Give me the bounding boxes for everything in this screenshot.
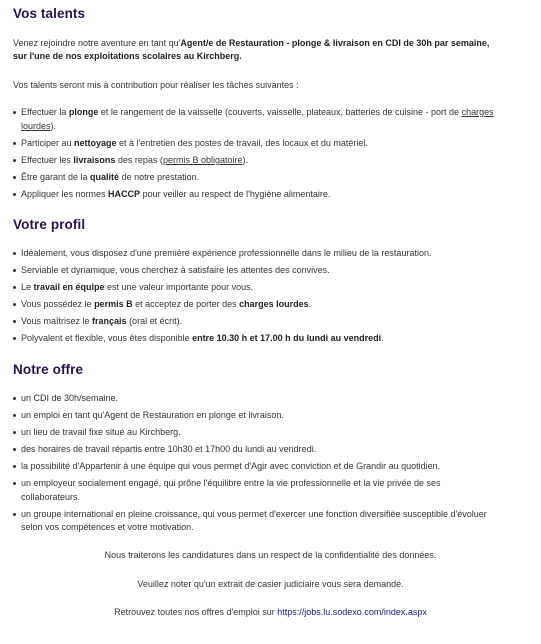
- list-item: Être garant de la qualité de notre prestation.: [13, 171, 498, 185]
- list-item: Idéalement, vous disposez d'une première expérience professionnelle dans le milieu de la restauration.: [13, 247, 498, 261]
- list-item: un emploi en tant qu'Agent de Restauration en plonge et livraison.: [13, 409, 498, 423]
- list-item: la possibilité d'Appartenir à une équipe qui vous permet d'Agir avec conviction et de Grandir au quotidien.: [13, 460, 498, 474]
- list-item: un CDI de 30h/semaine.: [13, 392, 498, 406]
- offre-list: [13, 392, 498, 535]
- permis-b-link[interactable]: permis B obligatoire: [162, 155, 243, 165]
- tasks-list: [13, 106, 498, 202]
- casier-note: Veuillez noter qu'un extrait de casier judiciaire vous sera demandé.: [137, 579, 404, 589]
- list-item: Vous maîtrisez le français (oral et écrit).: [13, 315, 498, 329]
- section-heading-profil: Votre profil: [13, 217, 86, 232]
- section-heading-offre: Notre offre: [13, 362, 84, 377]
- jobs-link[interactable]: https://jobs.lu.sodexo.com/index.aspx: [277, 607, 427, 617]
- tasks-lead: Vos talents seront mis à contribution pour réaliser les tâches suivantes :: [13, 80, 299, 90]
- list-item: Polyvalent et flexible, vous êtes disponible entre 10.30 h et 17.00 h du lundi au vendredi.: [13, 332, 498, 346]
- intro-paragraph: [13, 37, 498, 63]
- charges-lourdes-link[interactable]: charges lourdes: [21, 107, 494, 131]
- confidentiality-note: Nous traiterons les candidatures dans un respect de la confidentialité des données.: [104, 550, 437, 560]
- intro-text: Venez rejoindre notre aventure en tant qu': [13, 38, 181, 48]
- list-item: un lieu de travail fixe situé au Kirchberg.: [13, 426, 498, 440]
- list-item: Effectuer les livraisons des repas (permis B obligatoire).: [13, 154, 498, 168]
- offers-note: Retrouvez toutes nos offres d'emploi sur https://jobs.lu.sodexo.com/index.aspx: [114, 607, 427, 617]
- list-item: des horaires de travail répartis entre 10h30 et 17h00 du lundi au vendredi.: [13, 443, 498, 457]
- list-item: Effectuer la plonge et le rangement de la vaisselle (couverts, vaisselle, plateaux, batteries de cuisine - port de charges lourdes).: [13, 106, 498, 133]
- list-item: un employeur socialement engagé, qui prône l'équilibre entre la vie professionnelle et la vie privée de ses collaborateurs.: [13, 477, 498, 504]
- list-item: Vous possédez le permis B et acceptez de porter des charges lourdes.: [13, 298, 498, 312]
- profil-list: [13, 247, 498, 346]
- section-heading-talents: Vos talents: [13, 6, 86, 21]
- list-item: Participer au nettoyage et à l'entretien des postes de travail, des locaux et du matériel.: [13, 137, 498, 151]
- list-item: un groupe international en pleine croissance, qui vous permet d'exercer une fonction diversifiée susceptible d'évoluer selon vos compétences et votre motivation.: [13, 508, 498, 535]
- list-item: Serviable et dynamique, vous cherchez à satisfaire les attentes des convives.: [13, 264, 498, 278]
- intro-job-title: Agent/e de Restauration - plonge & livraison en CDI de 30h par semaine, sur l'une de nos exploitations scolaires au Kirchberg.: [13, 38, 490, 61]
- list-item: Appliquer les normes HACCP pour veiller au respect de l'hygiène alimentaire.: [13, 188, 498, 202]
- list-item: Le travail en équipe est une valeur importante pour vous.: [13, 281, 498, 295]
